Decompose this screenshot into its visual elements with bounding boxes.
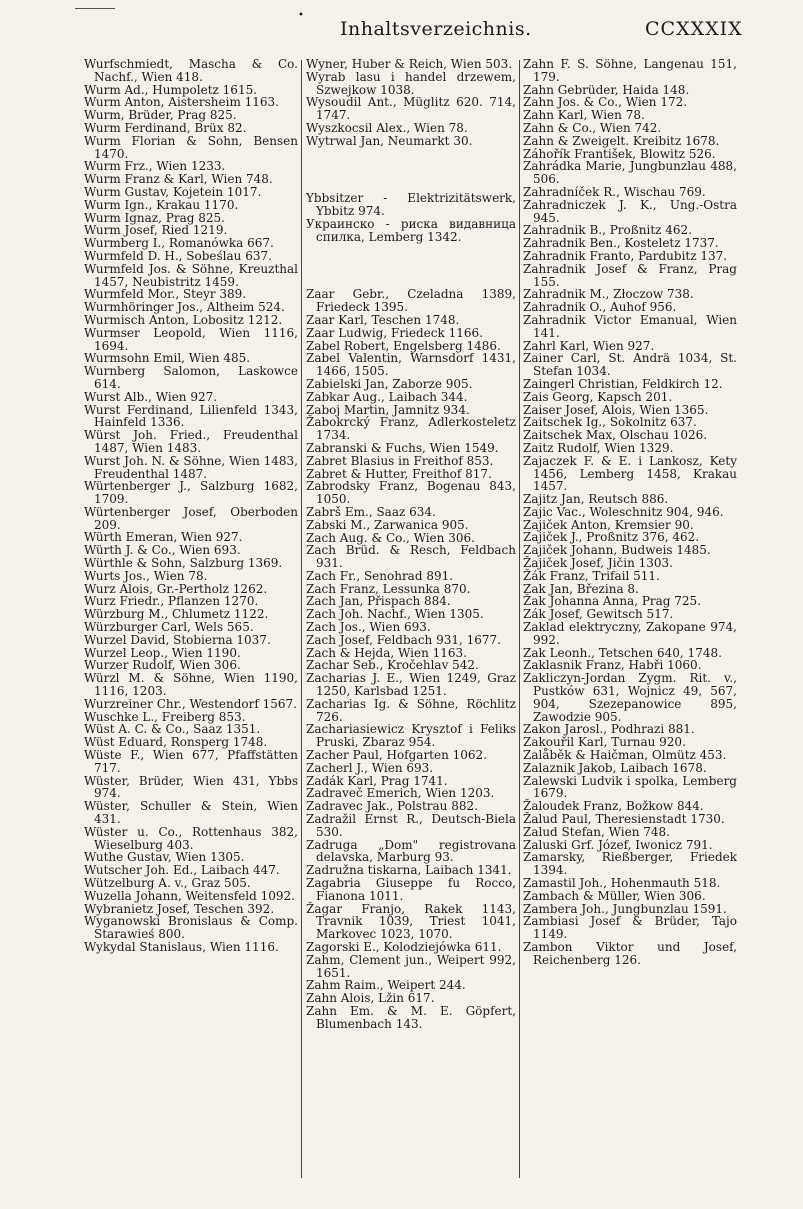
index-entry: Wurm Ignaz, Prag 825. <box>84 210 225 225</box>
column-divider <box>301 60 302 1178</box>
index-entry: Zalewski Ludvik i spolka, Lemberg 1679. <box>523 773 737 801</box>
index-entry: Wyner, Huber & Reich, Wien 503. <box>306 58 513 71</box>
index-entry: Zach Franz, Lessunka 870. <box>306 581 471 596</box>
index-entry: Wurmser Leopold, Wien 1116, 1694. <box>84 325 298 353</box>
index-entry: Zalåběk & Haičman, Olmütz 453. <box>523 748 727 763</box>
index-entry: Würth J. & Co., Wien 693. <box>84 543 241 558</box>
index-entry: Wurm Florian & Sohn, Bensen 1470. <box>84 133 298 161</box>
index-entry: Wurm Frz., Wien 1233. <box>84 159 226 174</box>
index-entry: Wurst Joh. N. & Söhne, Wien 1483, Freudenthal 1487. <box>84 453 298 481</box>
index-entry: Zahradniczek J. K., Ung.-Ostra 945. <box>523 197 737 225</box>
index-entry: Žaloudek Franz, Božkow 844. <box>523 799 704 814</box>
index-entry: Zajiček Johann, Budweis 1485. <box>523 543 711 558</box>
header-mark: • <box>298 10 304 21</box>
header-rule <box>75 8 115 9</box>
index-entry: Wurm Anton, Aistersheim 1163. <box>84 95 279 110</box>
index-entry: Zahn Alois, Lžin 617. <box>306 991 435 1006</box>
index-entry: Zahn Karl, Wien 78. <box>523 108 645 123</box>
index-entry: Zahn & Co., Wien 742. <box>523 120 662 135</box>
index-entry: Zak Leonh., Tetschen 640, 1748. <box>523 645 722 660</box>
index-entry: Wüst A. C. & Co., Saaz 1351. <box>84 722 261 737</box>
index-entry: Zachar Seb., Kročehlav 542. <box>306 658 479 673</box>
index-entry: Zainer Carl, St. Andrä 1034, St. Stefan 1034. <box>523 351 737 379</box>
index-entry: Zaitschek Ig., Sokolnitz 637. <box>523 415 697 430</box>
index-entry: Wurm Ferdinand, Brüx 82. <box>84 120 247 135</box>
index-entry: Zabel Valentin, Warnsdorf 1431, 1466, 1505. <box>306 351 516 379</box>
index-entry: Wurmfeld Jos. & Söhne, Kreuzthal 1457, Neubistritz 1459. <box>84 261 298 289</box>
index-entry: Wurts Jos., Wien 78. <box>84 568 208 583</box>
index-entry: Wuschke L., Freiberg 853. <box>84 709 246 724</box>
index-entry: Wurzreiner Chr., Westendorf 1567. <box>84 696 297 711</box>
index-entry: Zaar Ludwig, Friedeck 1166. <box>306 325 483 340</box>
section-gap <box>306 260 516 273</box>
index-entry: Würzburger Carl, Wels 565. <box>84 620 254 635</box>
index-column-3 <box>523 58 737 1178</box>
index-entry: Žák Franz, Trifail 511. <box>523 568 660 583</box>
page-number: CCXXXIX <box>645 18 743 40</box>
index-entry: Zacharias J. E., Wien 1249, Graz 1250, Karlsbad 1251. <box>306 671 516 699</box>
index-entry: Zach Joh. Nachf., Wien 1305. <box>306 607 484 622</box>
section-gap <box>306 164 516 177</box>
index-entry: Zahradníček R., Wischau 769. <box>523 184 706 199</box>
index-entry: Zach Jos., Wien 693. <box>306 620 431 635</box>
index-entry: Zambach & Müller, Wien 306. <box>523 888 706 903</box>
index-entry: Wurmfeld D. H., Sobeślau 637. <box>84 248 272 263</box>
index-entry: Wurm Ign., Krakau 1170. <box>84 197 239 212</box>
index-entry: Wüster u. Co., Rottenhaus 382, Wieselburg 403. <box>84 824 298 852</box>
index-entry: Zaluski Grf. Józef, Iwonicz 791. <box>523 837 713 852</box>
index-entry: Zahn F. S. Söhne, Langenau 151, 179. <box>523 58 737 84</box>
index-entry: Wurnberg Salomon, Laskowce 614. <box>84 364 298 391</box>
index-entry: Zach Josef, Feldbach 931, 1677. <box>306 632 501 647</box>
index-entry: Zahn Em. & M. E. Göpfert, Blumenbach 143. <box>306 1003 516 1031</box>
index-entry: Wykydal Stanislaus, Wien 1116. <box>84 939 279 954</box>
index-entry: Zambera Joh., Jungbunzlau 1591. <box>523 901 727 916</box>
index-entry: Wüst Eduard, Ronsperg 1748. <box>84 735 268 750</box>
index-entry: Zadravec Jak., Polstrau 882. <box>306 799 478 814</box>
index-entry: Zalaznik Jakob, Laibach 1678. <box>523 760 707 775</box>
index-entry: Zaingerl Christian, Feldkirch 12. <box>523 376 723 391</box>
index-entry: Zahradnik M., Złoczow 738. <box>523 287 694 302</box>
index-entry: Wutscher Joh. Ed., Laibach 447. <box>84 863 280 878</box>
index-columns <box>84 58 800 1178</box>
index-entry: Zahm, Clement jun., Weipert 992, 1651. <box>306 952 516 980</box>
index-entry: Zadruga „Dom" registrovana delavska, Marburg 93. <box>306 837 516 865</box>
index-entry: Zajaczek F. & E. i Lankosz, Kety 1456, Lemberg 1458, Krakau 1457. <box>523 453 737 494</box>
index-entry: Zacherl J., Wien 693. <box>306 760 434 775</box>
index-entry: Zahm Raim., Weipert 244. <box>306 978 466 993</box>
index-entry: Wurzel Leop., Wien 1190. <box>84 645 241 660</box>
index-entry: Záhořík František, Blowitz 526. <box>523 146 716 161</box>
index-entry: Würzl M. & Söhne, Wien 1190, 1116, 1203. <box>84 671 298 699</box>
index-entry: Zaklad elektryczny, Zakopane 974, 992. <box>523 620 737 647</box>
index-entry: Zakon Jarosl., Podhrazi 881. <box>523 722 695 737</box>
index-entry: Zák Josef, Gewitsch 517. <box>523 607 674 622</box>
index-entry: Žagar Franjo, Rakek 1143, Travnik 1039, Triest 1041, Markovec 1023, 1070. <box>306 901 516 942</box>
index-entry: Wurfschmiedt, Mascha & Co. Nachf., Wien 418. <box>84 58 298 84</box>
index-entry: Zagorski E., Kolodziejówka 611. <box>306 940 502 954</box>
index-entry: Zambon Viktor und Josef, Reichenberg 126. <box>523 939 737 967</box>
index-entry: Zacharias Ig. & Söhne, Röchlitz 726. <box>306 696 516 724</box>
index-entry: Wurmhöringer Jos., Altheim 524. <box>84 300 285 315</box>
index-entry: Zach Brüd. & Resch, Feldbach 931. <box>306 543 516 571</box>
index-entry: Zais Georg, Kapsch 201. <box>523 389 673 404</box>
index-entry: Wurst Alb., Wien 927. <box>84 389 218 404</box>
index-entry: Zahradnik Victor Emanual, Wien 141. <box>523 312 737 340</box>
index-entry: Zabrš Em., Saaz 634. <box>306 504 436 519</box>
index-entry: Zach & Hejda, Wien 1163. <box>306 645 467 660</box>
index-entry: Zacher Paul, Hofgarten 1062. <box>306 748 488 763</box>
index-entry: Zajiček Anton, Kremsier 90. <box>523 517 694 532</box>
index-entry: Wurm Franz & Karl, Wien 748. <box>84 172 273 187</box>
index-entry: Wüster, Schuller & Stein, Wien 431. <box>84 799 298 827</box>
index-entry: Zakouřil Karl, Turnau 920. <box>523 735 686 750</box>
index-entry: Wurst Ferdinand, Lilienfeld 1343, Hainfeld 1336. <box>84 402 298 430</box>
index-entry: Žabokrcký Franz, Adlerkosteletz 1734. <box>306 415 516 443</box>
index-entry: Zabret Blasius in Freithof 853. <box>306 453 494 468</box>
index-entry: Wybranietz Josef, Teschen 392. <box>84 901 275 916</box>
index-entry: Zaar Gebr., Czeladna 1389, Friedeck 1395. <box>306 287 516 315</box>
index-entry: Zaiser Josef, Alois, Wien 1365. <box>523 402 709 417</box>
index-entry: Žalud Paul, Theresienstadt 1730. <box>523 812 725 827</box>
index-entry: Wurmsohn Emil, Wien 485. <box>84 351 251 366</box>
index-entry: Zajic Vac., Woleschnitz 904, 946. <box>523 504 724 519</box>
index-entry: Würst Joh. Fried., Freudenthal 1487, Wien 1483. <box>84 428 298 455</box>
page-header <box>0 0 803 56</box>
index-entry: Zahradnik Josef & Franz, Prag 155. <box>523 261 737 289</box>
index-entry: Wurz Alois, Gr.-Pertholz 1262. <box>84 581 268 596</box>
index-entry: Wyszkocsil Alex., Wien 78. <box>306 120 468 135</box>
index-entry: Wysoudil Ant., Müglitz 620. 714, 1747. <box>306 95 516 123</box>
index-column-2 <box>306 58 516 1178</box>
index-entry: Wurmfeld Mor., Steyr 389. <box>84 287 247 302</box>
index-entry: Wuthe Gustav, Wien 1305. <box>84 850 245 865</box>
index-entry: Zaitschek Max, Olschau 1026. <box>523 428 708 443</box>
index-entry: Zalud Stefan, Wien 748. <box>523 824 670 839</box>
index-entry: Zabel Robert, Engelsberg 1486. <box>306 338 501 353</box>
index-entry: Wurmisch Anton, Lobositz 1212. <box>84 312 283 327</box>
index-entry: Zach Fr., Senohrad 891. <box>306 568 454 583</box>
index-entry: Wurm, Brüder, Prag 825. <box>84 108 237 123</box>
index-entry: Wurzel David, Stobierna 1037. <box>84 632 271 647</box>
index-entry: Zambiasi Josef & Brüder, Tajo 1149. <box>523 914 737 942</box>
index-entry: Zach Jan, Přispach 884. <box>306 594 451 609</box>
index-entry: Würtenberger Josef, Oberboden 209. <box>84 504 298 532</box>
index-entry: Zabret & Hutter, Freithof 817. <box>306 466 492 481</box>
index-entry: Zak Jan, Březina 8. <box>523 581 639 596</box>
index-entry: Zachariasiewicz Krysztof i Feliks Pruski, Zbaraz 954. <box>306 722 516 750</box>
index-entry: Wurm Ad., Humpoletz 1615. <box>84 82 258 97</box>
index-entry: Wurm Gustav, Kojetein 1017. <box>84 184 262 199</box>
index-entry: Zabrodsky Franz, Bogenau 843, 1050. <box>306 479 516 507</box>
index-entry: Zahradnik Franto, Pardubitz 137. <box>523 248 728 263</box>
index-entry: Wüster, Brüder, Wien 431, Ybbs 974. <box>84 773 298 801</box>
index-entry: Zabranski & Fuchs, Wien 1549. <box>306 440 499 455</box>
index-entry: Žajiček Josef, Jičin 1303. <box>523 556 673 571</box>
index-entry: Zajiček J., Proßnitz 376, 462. <box>523 530 700 545</box>
index-entry: Zach Aug. & Co., Wien 306. <box>306 530 475 545</box>
index-entry: Ybbsitzer - Elektrizitätswerk, Ybbitz 974. <box>306 191 516 219</box>
index-entry: Zabkar Aug., Laibach 344. <box>306 389 468 404</box>
index-column-1 <box>84 58 298 1178</box>
index-entry: Wurm Josef, Ried 1219. <box>84 223 228 238</box>
index-entry: Zadružna tiskarna, Laibach 1341. <box>306 863 512 878</box>
index-entry: Zaar Karl, Teschen 1748. <box>306 312 460 327</box>
index-entry: Украинско - риска видавница спилка, Lemberg 1342. <box>306 216 516 244</box>
index-entry: Zahradnik B., Proßnitz 462. <box>523 223 693 238</box>
index-entry: Wurmberg I., Romanówka 667. <box>84 236 274 251</box>
index-entry: Zamarsky, Rießberger, Friedek 1394. <box>523 850 737 878</box>
index-entry: Würthle & Sohn, Salzburg 1369. <box>84 556 283 571</box>
index-entry: Wützelburg A. v., Graz 505. <box>84 876 251 890</box>
index-entry: Zadraveč Emerich, Wien 1203. <box>306 786 495 801</box>
index-entry: Zahrádka Marie, Jungbunzlau 488, 506. <box>523 159 737 187</box>
index-entry: Zabielski Jan, Zaborze 905. <box>306 376 473 391</box>
index-entry: Wurz Friedr., Pflanzen 1270. <box>84 594 259 609</box>
index-entry: Zaitz Rudolf, Wien 1329. <box>523 440 674 455</box>
page-title: Inhaltsverzeichnis. <box>340 18 532 40</box>
index-entry: Wyrab lasu i handel drzewem, Szwejkow 1038. <box>306 69 516 97</box>
index-entry: Zagabria Giuseppe fu Rocco, Fianona 1011. <box>306 876 516 903</box>
index-entry: Zadák Karl, Prag 1741. <box>306 773 448 788</box>
index-entry: Zamastil Joh., Hohenmauth 518. <box>523 876 721 890</box>
index-entry: Wuzella Johann, Weitensfeld 1092. <box>84 888 295 903</box>
index-entry: Wüste F., Wien 677, Pfaffstätten 717. <box>84 748 298 775</box>
index-entry: Wytrwal Jan, Neumarkt 30. <box>306 133 473 148</box>
index-entry: Zaklasnik Franz, Habři 1060. <box>523 658 702 673</box>
index-entry: Žak Johanna Anna, Prag 725. <box>523 594 702 609</box>
index-entry: Zadražil Ernst R., Deutsch-Biela 530. <box>306 812 516 839</box>
index-entry: Würtenberger J., Salzburg 1682, 1709. <box>84 479 298 507</box>
index-entry: Zahn Gebrüder, Haida 148. <box>523 82 690 97</box>
index-entry: Wurzer Rudolf, Wien 306. <box>84 658 241 673</box>
index-entry: Zajitz Jan, Reutsch 886. <box>523 492 669 507</box>
index-entry: Zahn Jos. & Co., Wien 172. <box>523 95 688 110</box>
index-entry: Zahrl Karl, Wien 927. <box>523 338 655 353</box>
index-entry: Wyganowski Bronislaus & Comp. Starawieś 800. <box>84 914 298 942</box>
index-entry: Würth Emeran, Wien 927. <box>84 530 243 545</box>
index-entry: Zaboj Martin, Jamnitz 934. <box>306 402 470 417</box>
column-divider <box>519 60 520 1178</box>
index-entry: Würzburg M., Chlumetz 1122. <box>84 607 269 622</box>
index-entry: Zahn & Zweigelt. Kreibitz 1678. <box>523 133 720 148</box>
index-entry: Zabski M., Zarwanica 905. <box>306 517 469 532</box>
index-entry: Zahradnik O., Auhof 956. <box>523 300 677 315</box>
index-entry: Zakliczyn-Jordan Zygm. Rit. v., Pustków 631, Wojnicz 49, 567, 904, Szezepanowice 895, Zawodzie 905. <box>523 671 737 724</box>
index-entry: Zahradnik Ben., Kosteletz 1737. <box>523 236 719 251</box>
